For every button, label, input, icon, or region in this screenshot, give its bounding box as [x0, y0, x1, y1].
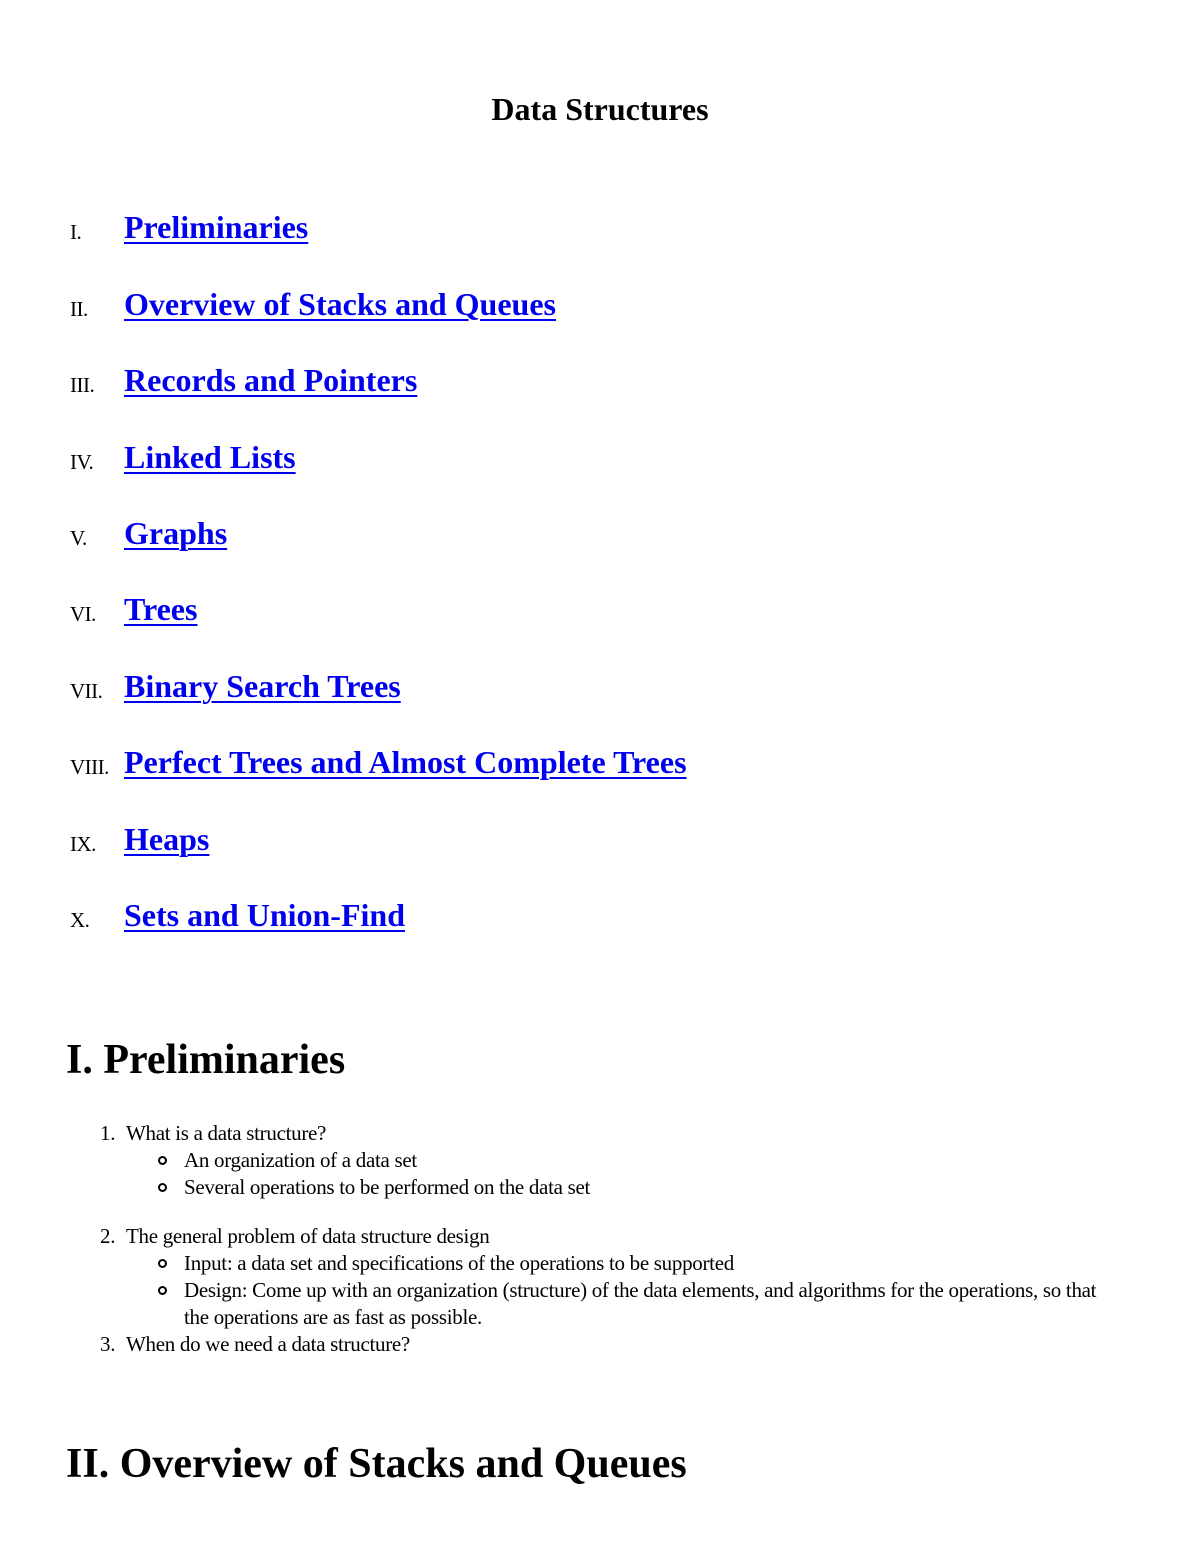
- toc-number: IX.: [70, 831, 96, 856]
- toc-link-sets-union-find[interactable]: Sets and Union-Find: [124, 896, 405, 933]
- toc-item-binary-search-trees: [0, 668, 1200, 744]
- sub-list-item: [184, 1250, 1100, 1277]
- toc-item-preliminaries: [0, 210, 1200, 286]
- toc-link-heaps[interactable]: Heaps: [124, 820, 210, 857]
- toc-item-trees: [0, 592, 1200, 668]
- toc-number: VII.: [70, 678, 103, 703]
- sub-list-item-text: Input: a data set and specifications of the operations to be supported: [184, 1251, 734, 1275]
- sub-list-item-text: Several operations to be performed on the data set: [184, 1175, 591, 1199]
- toc-number: IV.: [70, 449, 94, 474]
- list-item: [100, 1331, 1100, 1358]
- toc-item-perfect-trees: [0, 745, 1200, 821]
- toc-link-binary-search-trees[interactable]: Binary Search Trees: [124, 667, 401, 704]
- sub-list-item-text: An organization of a data set: [184, 1148, 417, 1172]
- toc-link-preliminaries[interactable]: Preliminaries: [124, 209, 309, 246]
- toc-item-linked-lists: [0, 439, 1200, 515]
- toc-number: X.: [70, 907, 90, 932]
- toc-link-stacks-queues[interactable]: Overview of Stacks and Queues: [124, 285, 556, 322]
- sub-list: [126, 1250, 1100, 1331]
- toc-item-records-pointers: [0, 363, 1200, 439]
- toc-item-sets-union-find: [0, 898, 1200, 974]
- toc-number: VI.: [70, 602, 96, 627]
- circle-bullet-icon: [158, 1286, 167, 1295]
- list-number: 3.: [100, 1332, 116, 1356]
- circle-bullet-icon: [158, 1183, 167, 1192]
- toc-item-heaps: [0, 821, 1200, 897]
- toc-item-graphs: [0, 516, 1200, 592]
- list-item: [100, 1120, 1100, 1201]
- circle-bullet-icon: [158, 1156, 167, 1165]
- toc-link-perfect-trees[interactable]: Perfect Trees and Almost Complete Trees: [124, 744, 687, 781]
- toc-number: III.: [70, 373, 95, 398]
- table-of-contents: [0, 210, 1200, 974]
- list-item-text: The general problem of data structure design: [126, 1224, 490, 1248]
- toc-link-linked-lists[interactable]: Linked Lists: [124, 438, 296, 475]
- sub-list-item: [184, 1174, 1100, 1201]
- section-heading-stacks-queues: II. Overview of Stacks and Queues: [66, 1441, 687, 1487]
- sub-list-item: [184, 1277, 1100, 1331]
- toc-number: V.: [70, 525, 87, 550]
- page-title: Data Structures: [491, 91, 709, 128]
- toc-link-trees[interactable]: Trees: [124, 591, 198, 628]
- sub-list: [126, 1147, 1100, 1201]
- preliminaries-list: [100, 1120, 1100, 1358]
- toc-number: I.: [70, 220, 82, 245]
- toc-number: VIII.: [70, 755, 109, 780]
- circle-bullet-icon: [158, 1259, 167, 1268]
- toc-number: II.: [70, 296, 88, 321]
- list-item-text: What is a data structure?: [126, 1121, 327, 1145]
- list-number: 2.: [100, 1224, 116, 1248]
- toc-item-stacks-queues: [0, 286, 1200, 362]
- sub-list-item: [184, 1147, 1100, 1174]
- list-item-text: When do we need a data structure?: [126, 1332, 410, 1356]
- list-item: [100, 1223, 1100, 1331]
- toc-link-records-pointers[interactable]: Records and Pointers: [124, 362, 418, 399]
- sub-list-item-text: Design: Come up with an organization (structure) of the data elements, and algorithms for the operations, so that the operations are as fast as possible.: [184, 1278, 1097, 1329]
- list-number: 1.: [100, 1121, 116, 1145]
- section-heading-preliminaries: I. Preliminaries: [66, 1037, 346, 1083]
- toc-link-graphs[interactable]: Graphs: [124, 514, 228, 551]
